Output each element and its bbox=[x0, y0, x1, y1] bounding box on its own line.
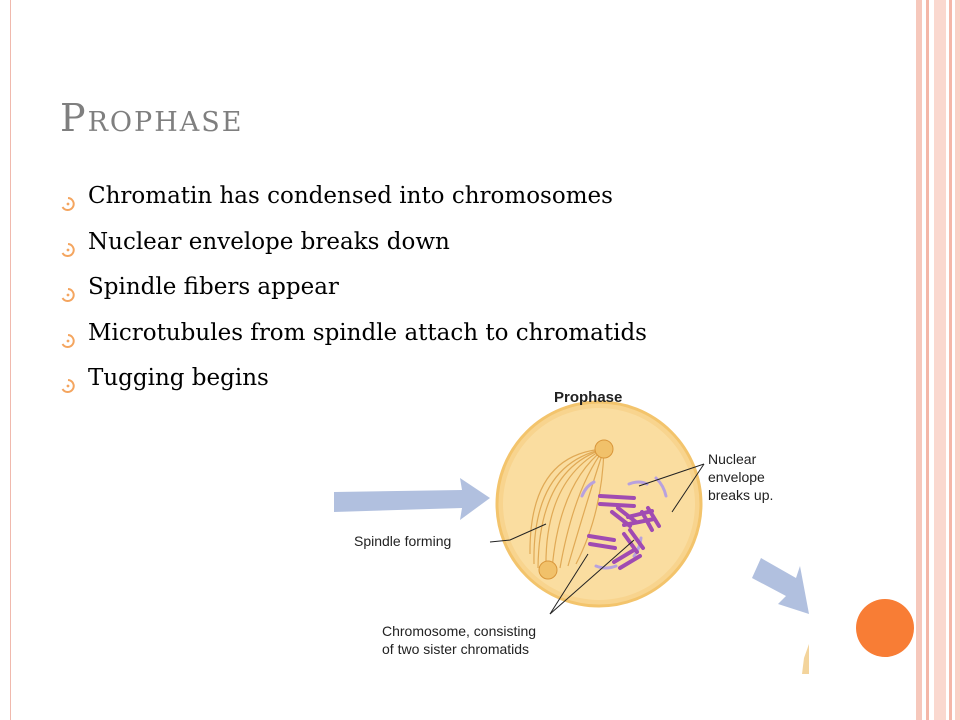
incoming-arrow-icon bbox=[334, 478, 490, 520]
bullet-text: Tugging begins bbox=[88, 365, 269, 391]
bullet-text: Chromatin has condensed into chromosomes bbox=[88, 183, 613, 209]
bullet-icon bbox=[60, 188, 76, 204]
figure-title: Prophase bbox=[554, 389, 623, 406]
nuclear-envelope-label: Nuclear envelope breaks up. bbox=[708, 451, 774, 503]
chromosome-label: Chromosome, consisting of two sister chromatids bbox=[382, 623, 537, 657]
slide-title: Prophase bbox=[60, 96, 244, 140]
bullet-icon bbox=[60, 234, 76, 250]
bullet-icon bbox=[60, 279, 76, 295]
bullet-icon bbox=[60, 370, 76, 386]
bullet-icon bbox=[60, 325, 76, 341]
centrosome-top bbox=[595, 440, 613, 458]
accent-circle bbox=[856, 599, 914, 657]
bullet-text: Nuclear envelope breaks down bbox=[88, 228, 450, 255]
centrosome-bottom bbox=[539, 561, 557, 579]
bullet-text: Microtubules from spindle attach to chromatids bbox=[88, 319, 647, 346]
spindle-forming-label: Spindle forming bbox=[354, 533, 452, 549]
bullet-text: Spindle fibers appear bbox=[88, 274, 339, 300]
decorative-stripes bbox=[916, 0, 960, 720]
outgoing-arrow-icon bbox=[752, 558, 809, 614]
slide-frame-left-border bbox=[10, 0, 11, 720]
prophase-diagram bbox=[334, 374, 809, 674]
